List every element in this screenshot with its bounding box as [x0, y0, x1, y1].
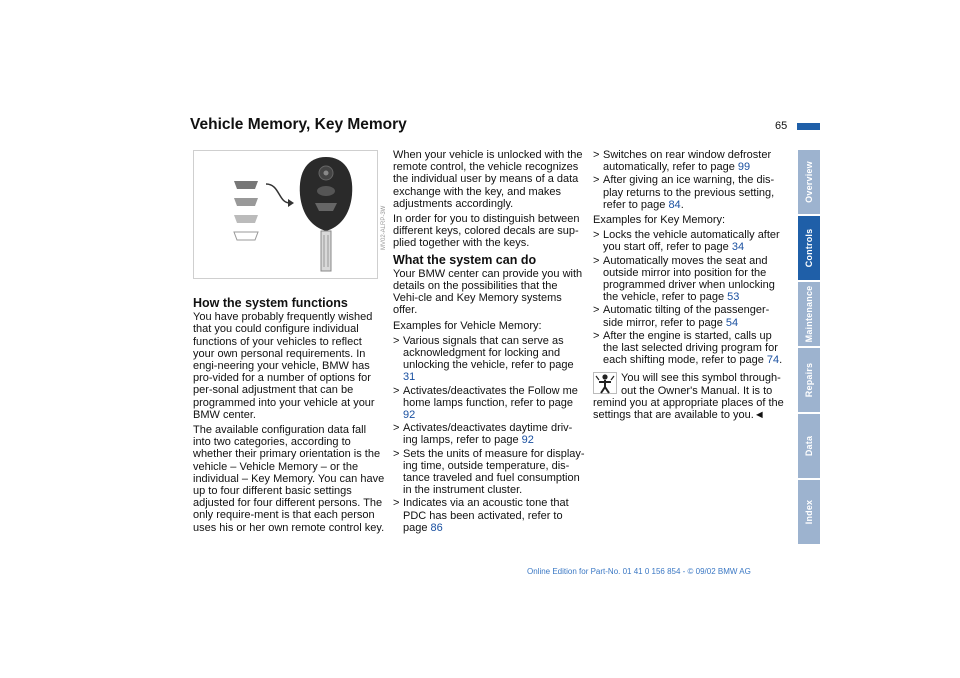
page-link[interactable]: 84: [668, 198, 681, 211]
list-item: > After the engine is started, calls up the last selected driving program for each shifting mode, refer to page 74.: [593, 330, 785, 367]
person-settings-icon: [593, 372, 617, 394]
page-link[interactable]: 34: [731, 241, 745, 254]
page-link[interactable]: 92: [521, 434, 534, 447]
section-tabs: [798, 150, 820, 546]
list-item: > Switches on rear window defroster automatically, refer to page 99: [593, 149, 785, 173]
remote-key-illustration: [194, 151, 377, 278]
paragraph: When your vehicle is unlocked with the remote control, the vehicle recognizes the individual user by means of a data exchange with the key, and makes adjustments accordingly.: [393, 149, 583, 210]
page-link[interactable]: 74: [766, 354, 780, 367]
page-link[interactable]: 53: [727, 291, 740, 304]
column-3: [593, 149, 785, 421]
section-heading-how: How the system functions: [193, 296, 348, 310]
list-item: > Activates/deactivates the Follow me home lamps function, refer to page 92: [393, 385, 585, 422]
tab-maintenance[interactable]: Maintenance: [798, 282, 820, 346]
section-heading-what: What the system can do: [393, 252, 537, 267]
decal-light: [234, 215, 258, 223]
decal-medium: [234, 198, 258, 206]
list-item: > Locks the vehicle automatically after you start off, refer to page 34: [593, 229, 785, 253]
list-item: > Indicates via an acoustic tone that PDC has been activated, refer to page 86: [393, 497, 585, 534]
page-link[interactable]: 86: [430, 521, 443, 534]
examples-label: Examples for Key Memory:: [593, 214, 726, 227]
footer-edition: Online Edition for Part-No. 01 41 0 156 854 - © 09/02 BMW AG: [527, 567, 751, 576]
vehicle-memory-list: [393, 335, 585, 534]
list-item: > After giving an ice warning, the dis-play returns to the previous setting, refer to page 84.: [593, 174, 785, 211]
decal-white: [234, 232, 258, 240]
list-item: > Automatic tilting of the passenger-side mirror, refer to page 54: [593, 304, 785, 328]
page-link[interactable]: 92: [403, 409, 416, 422]
decal-dark: [234, 181, 258, 189]
settings-note: You will see this symbol through-out the Owner's Manual. It is to remind you at appropriate places of the settings that are available to you.◄: [593, 372, 784, 422]
key-blade-icon: [321, 231, 331, 271]
key-memory-figure: [193, 150, 378, 279]
tab-controls[interactable]: Controls: [798, 216, 820, 280]
list-item: > Various signals that can serve as acknowledgment for locking and unlocking the vehicle, refer to page 31: [393, 335, 585, 384]
page-link[interactable]: 31: [403, 371, 416, 384]
column-2: [393, 149, 585, 537]
figure-code: MV02-ALRP-3W: [381, 205, 387, 250]
page-title: Vehicle Memory, Key Memory: [190, 116, 407, 133]
list-item: > Automatically moves the seat and outside mirror into position for the programmed driver when unlocking the vehicle, refer to page 53: [593, 255, 785, 304]
paragraph: In order for you to distinguish between different keys, colored decals are sup-plied together with the keys.: [393, 213, 580, 250]
examples-label: Examples for Vehicle Memory:: [393, 319, 542, 332]
tab-overview[interactable]: Overview: [798, 150, 820, 214]
list-item: > Activates/deactivates daytime driv-ing lamps, refer to page 92: [393, 422, 585, 446]
tab-data[interactable]: Data: [798, 414, 820, 478]
tab-index[interactable]: Index: [798, 480, 820, 544]
vehicle-memory-list-cont: [593, 149, 785, 211]
arrow-icon: [266, 184, 290, 203]
page-link[interactable]: 99: [737, 161, 751, 174]
page-number: 65: [775, 120, 788, 132]
list-item: > Sets the units of measure for display-ing time, outside temperature, dis-tance traveled and fuel consumption in the instrument cluster.: [393, 448, 585, 497]
key-memory-list: [593, 229, 785, 366]
paragraph: Your BMW center can provide you with details on the possibilities that the Vehi-cle and Key Memory systems offer.: [393, 267, 583, 317]
tab-repairs[interactable]: Repairs: [798, 348, 820, 412]
paragraph: You have probably frequently wished that you could configure individual functions of your vehicles to reflect your own personal requirements. In engi-neering your vehicle, BMW has pro-vided for a number of options for per-sonal adjustment that can be programmed into your vehicle at your BMW center.: [193, 311, 375, 421]
page-link[interactable]: 54: [725, 316, 739, 329]
paragraph: The available configuration data fall into two categories, according to whether their primary orientation is the vehicle – Vehicle Memory – or the individual – Key Memory. You can have up to four different basic settings adjusted for four different persons. The only require-ment is that each person uses his or her own remote control key.: [193, 424, 385, 534]
page-number-bar: [797, 123, 820, 130]
column-1: [193, 293, 385, 537]
